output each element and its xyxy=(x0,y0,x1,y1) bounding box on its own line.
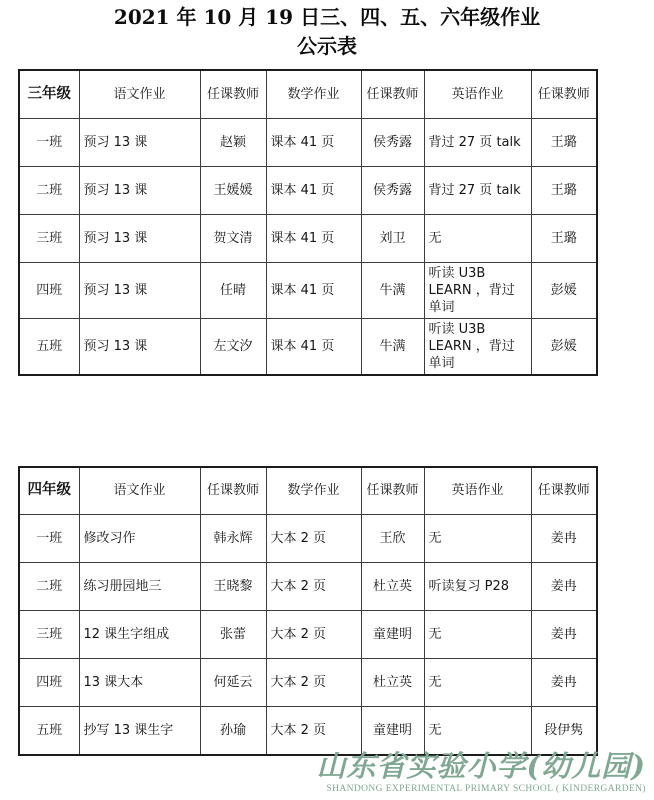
homework-cell: 课本 41 页 xyxy=(266,262,361,318)
class-cell: 三班 xyxy=(19,214,79,262)
homework-cell: 预习 13 课 xyxy=(79,118,200,166)
teacher-cell: 贺文清 xyxy=(200,214,266,262)
table-row xyxy=(19,515,597,563)
column-header: 任课教师 xyxy=(200,70,266,118)
teacher-cell: 刘卫 xyxy=(361,214,424,262)
homework-cell: 课本 41 页 xyxy=(266,214,361,262)
teacher-cell: 姜冉 xyxy=(531,611,597,659)
column-header: 任课教师 xyxy=(361,70,424,118)
header-row xyxy=(19,467,597,515)
teacher-cell: 牛满 xyxy=(361,262,424,318)
class-cell: 一班 xyxy=(19,515,79,563)
doc-title xyxy=(0,0,654,61)
teacher-cell: 何延云 xyxy=(200,659,266,707)
grade3-homework-table xyxy=(18,69,598,376)
column-header: 任课教师 xyxy=(531,70,597,118)
doc-title-line1: 2021 年 10 月 19 日三、四、五、六年级作业 xyxy=(113,5,541,29)
table-row xyxy=(19,563,597,611)
teacher-cell: 王晓黎 xyxy=(200,563,266,611)
teacher-cell: 王璐 xyxy=(531,214,597,262)
homework-cell: 大本 2 页 xyxy=(266,611,361,659)
teacher-cell: 杜立英 xyxy=(361,563,424,611)
table-row xyxy=(19,659,597,707)
teacher-cell: 赵颖 xyxy=(200,118,266,166)
teacher-cell: 任晴 xyxy=(200,262,266,318)
homework-cell: 无 xyxy=(424,214,531,262)
grade-label: 四年级 xyxy=(19,467,79,515)
teacher-cell: 张蕾 xyxy=(200,611,266,659)
teacher-cell: 姜冉 xyxy=(531,659,597,707)
homework-cell: 预习 13 课 xyxy=(79,166,200,214)
header-row xyxy=(19,70,597,118)
column-header: 语文作业 xyxy=(79,70,200,118)
homework-cell: 大本 2 页 xyxy=(266,563,361,611)
class-cell: 四班 xyxy=(19,659,79,707)
homework-cell: 背过 27 页 talk xyxy=(424,166,531,214)
column-header: 数学作业 xyxy=(266,467,361,515)
column-header: 任课教师 xyxy=(200,467,266,515)
homework-cell: 无 xyxy=(424,515,531,563)
homework-cell: 预习 13 课 xyxy=(79,214,200,262)
table-row xyxy=(19,166,597,214)
teacher-cell: 姜冉 xyxy=(531,515,597,563)
homework-cell: 大本 2 页 xyxy=(266,515,361,563)
teacher-cell: 左文汐 xyxy=(200,318,266,375)
homework-cell: 课本 41 页 xyxy=(266,166,361,214)
column-header: 任课教师 xyxy=(361,467,424,515)
school-name-cn: 山东省实验小学(幼儿园) xyxy=(316,749,646,783)
teacher-cell: 孙瑜 xyxy=(200,707,266,755)
grade-label: 三年级 xyxy=(19,70,79,118)
teacher-cell: 彭媛 xyxy=(531,262,597,318)
table-row xyxy=(19,262,597,318)
school-footer xyxy=(317,750,646,794)
homework-cell: 背过 27 页 talk xyxy=(424,118,531,166)
class-cell: 四班 xyxy=(19,262,79,318)
doc-title-line2: 公示表 xyxy=(297,34,357,58)
homework-cell: 听读 U3B LEARN ，背过单词 xyxy=(424,318,531,375)
homework-cell: 大本 2 页 xyxy=(266,707,361,755)
homework-cell: 大本 2 页 xyxy=(266,659,361,707)
class-cell: 三班 xyxy=(19,611,79,659)
class-cell: 二班 xyxy=(19,166,79,214)
homework-cell: 预习 13 课 xyxy=(79,262,200,318)
table-row xyxy=(19,611,597,659)
homework-cell: 12 课生字组成 xyxy=(79,611,200,659)
table-row xyxy=(19,318,597,375)
class-cell: 五班 xyxy=(19,318,79,375)
homework-cell: 无 xyxy=(424,611,531,659)
homework-cell: 练习册园地三 xyxy=(79,563,200,611)
homework-cell: 抄写 13 课生字 xyxy=(79,707,200,755)
homework-cell: 课本 41 页 xyxy=(266,318,361,375)
column-header: 英语作业 xyxy=(424,467,531,515)
teacher-cell: 牛满 xyxy=(361,318,424,375)
teacher-cell: 童建明 xyxy=(361,611,424,659)
homework-cell: 听读复习 P28 xyxy=(424,563,531,611)
column-header: 数学作业 xyxy=(266,70,361,118)
table-row xyxy=(19,214,597,262)
homework-cell: 无 xyxy=(424,707,531,755)
teacher-cell: 王璐 xyxy=(531,118,597,166)
grade4-homework-table xyxy=(18,466,598,756)
teacher-cell: 王璐 xyxy=(531,166,597,214)
teacher-cell: 杜立英 xyxy=(361,659,424,707)
table-row xyxy=(19,118,597,166)
class-cell: 五班 xyxy=(19,707,79,755)
class-cell: 一班 xyxy=(19,118,79,166)
homework-cell: 13 课大本 xyxy=(79,659,200,707)
homework-cell: 无 xyxy=(424,659,531,707)
teacher-cell: 段伊隽 xyxy=(531,707,597,755)
teacher-cell: 彭媛 xyxy=(531,318,597,375)
column-header: 任课教师 xyxy=(531,467,597,515)
column-header: 英语作业 xyxy=(424,70,531,118)
teacher-cell: 韩永辉 xyxy=(200,515,266,563)
teacher-cell: 侯秀露 xyxy=(361,118,424,166)
homework-cell: 听读 U3B LEARN ，背过单词 xyxy=(424,262,531,318)
teacher-cell: 王欣 xyxy=(361,515,424,563)
homework-cell: 修改习作 xyxy=(79,515,200,563)
teacher-cell: 侯秀露 xyxy=(361,166,424,214)
teacher-cell: 童建明 xyxy=(361,707,424,755)
homework-cell: 课本 41 页 xyxy=(266,118,361,166)
table-row xyxy=(19,707,597,755)
class-cell: 二班 xyxy=(19,563,79,611)
column-header: 语文作业 xyxy=(79,467,200,515)
homework-cell: 预习 13 课 xyxy=(79,318,200,375)
teacher-cell: 姜冉 xyxy=(531,563,597,611)
teacher-cell: 王媛媛 xyxy=(200,166,266,214)
school-name-en: SHANDONG EXPERIMENTAL PRIMARY SCHOOL ( KINDERGARDEN) xyxy=(326,784,646,794)
